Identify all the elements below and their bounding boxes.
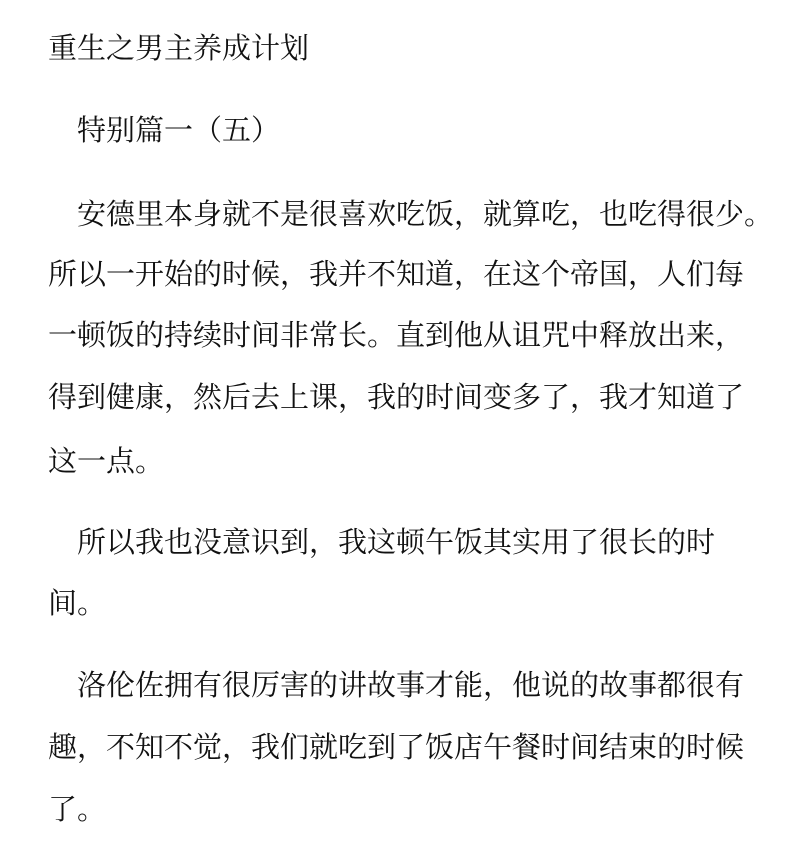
chapter-heading: 特别篇一（五） [48, 113, 281, 147]
paragraph-line: 了。 [48, 792, 107, 826]
paragraph-line: 所以一开始的时候，我并不知道，在这个帝国，人们每 [48, 257, 745, 291]
document-title: 重生之男主养成计划 [48, 31, 310, 65]
paragraph-line: 趣，不知不觉，我们就吃到了饭店午餐时间结束的时候 [48, 730, 745, 764]
paragraph-line: 洛伦佐拥有很厉害的讲故事才能，他说的故事都很有 [48, 668, 745, 702]
paragraph-line: 这一点。 [48, 444, 165, 478]
paragraph-line: 得到健康，然后去上课，我的时间变多了，我才知道了 [48, 380, 745, 414]
paragraph-line: 安德里本身就不是很喜欢吃饭，就算吃，也吃得很少。 [48, 197, 774, 231]
paragraph-line: 一顿饭的持续时间非常长。直到他从诅咒中释放出来， [48, 318, 745, 352]
paragraph-line: 间。 [48, 586, 107, 620]
paragraph-line: 所以我也没意识到，我这顿午饭其实用了很长的时 [48, 525, 716, 559]
